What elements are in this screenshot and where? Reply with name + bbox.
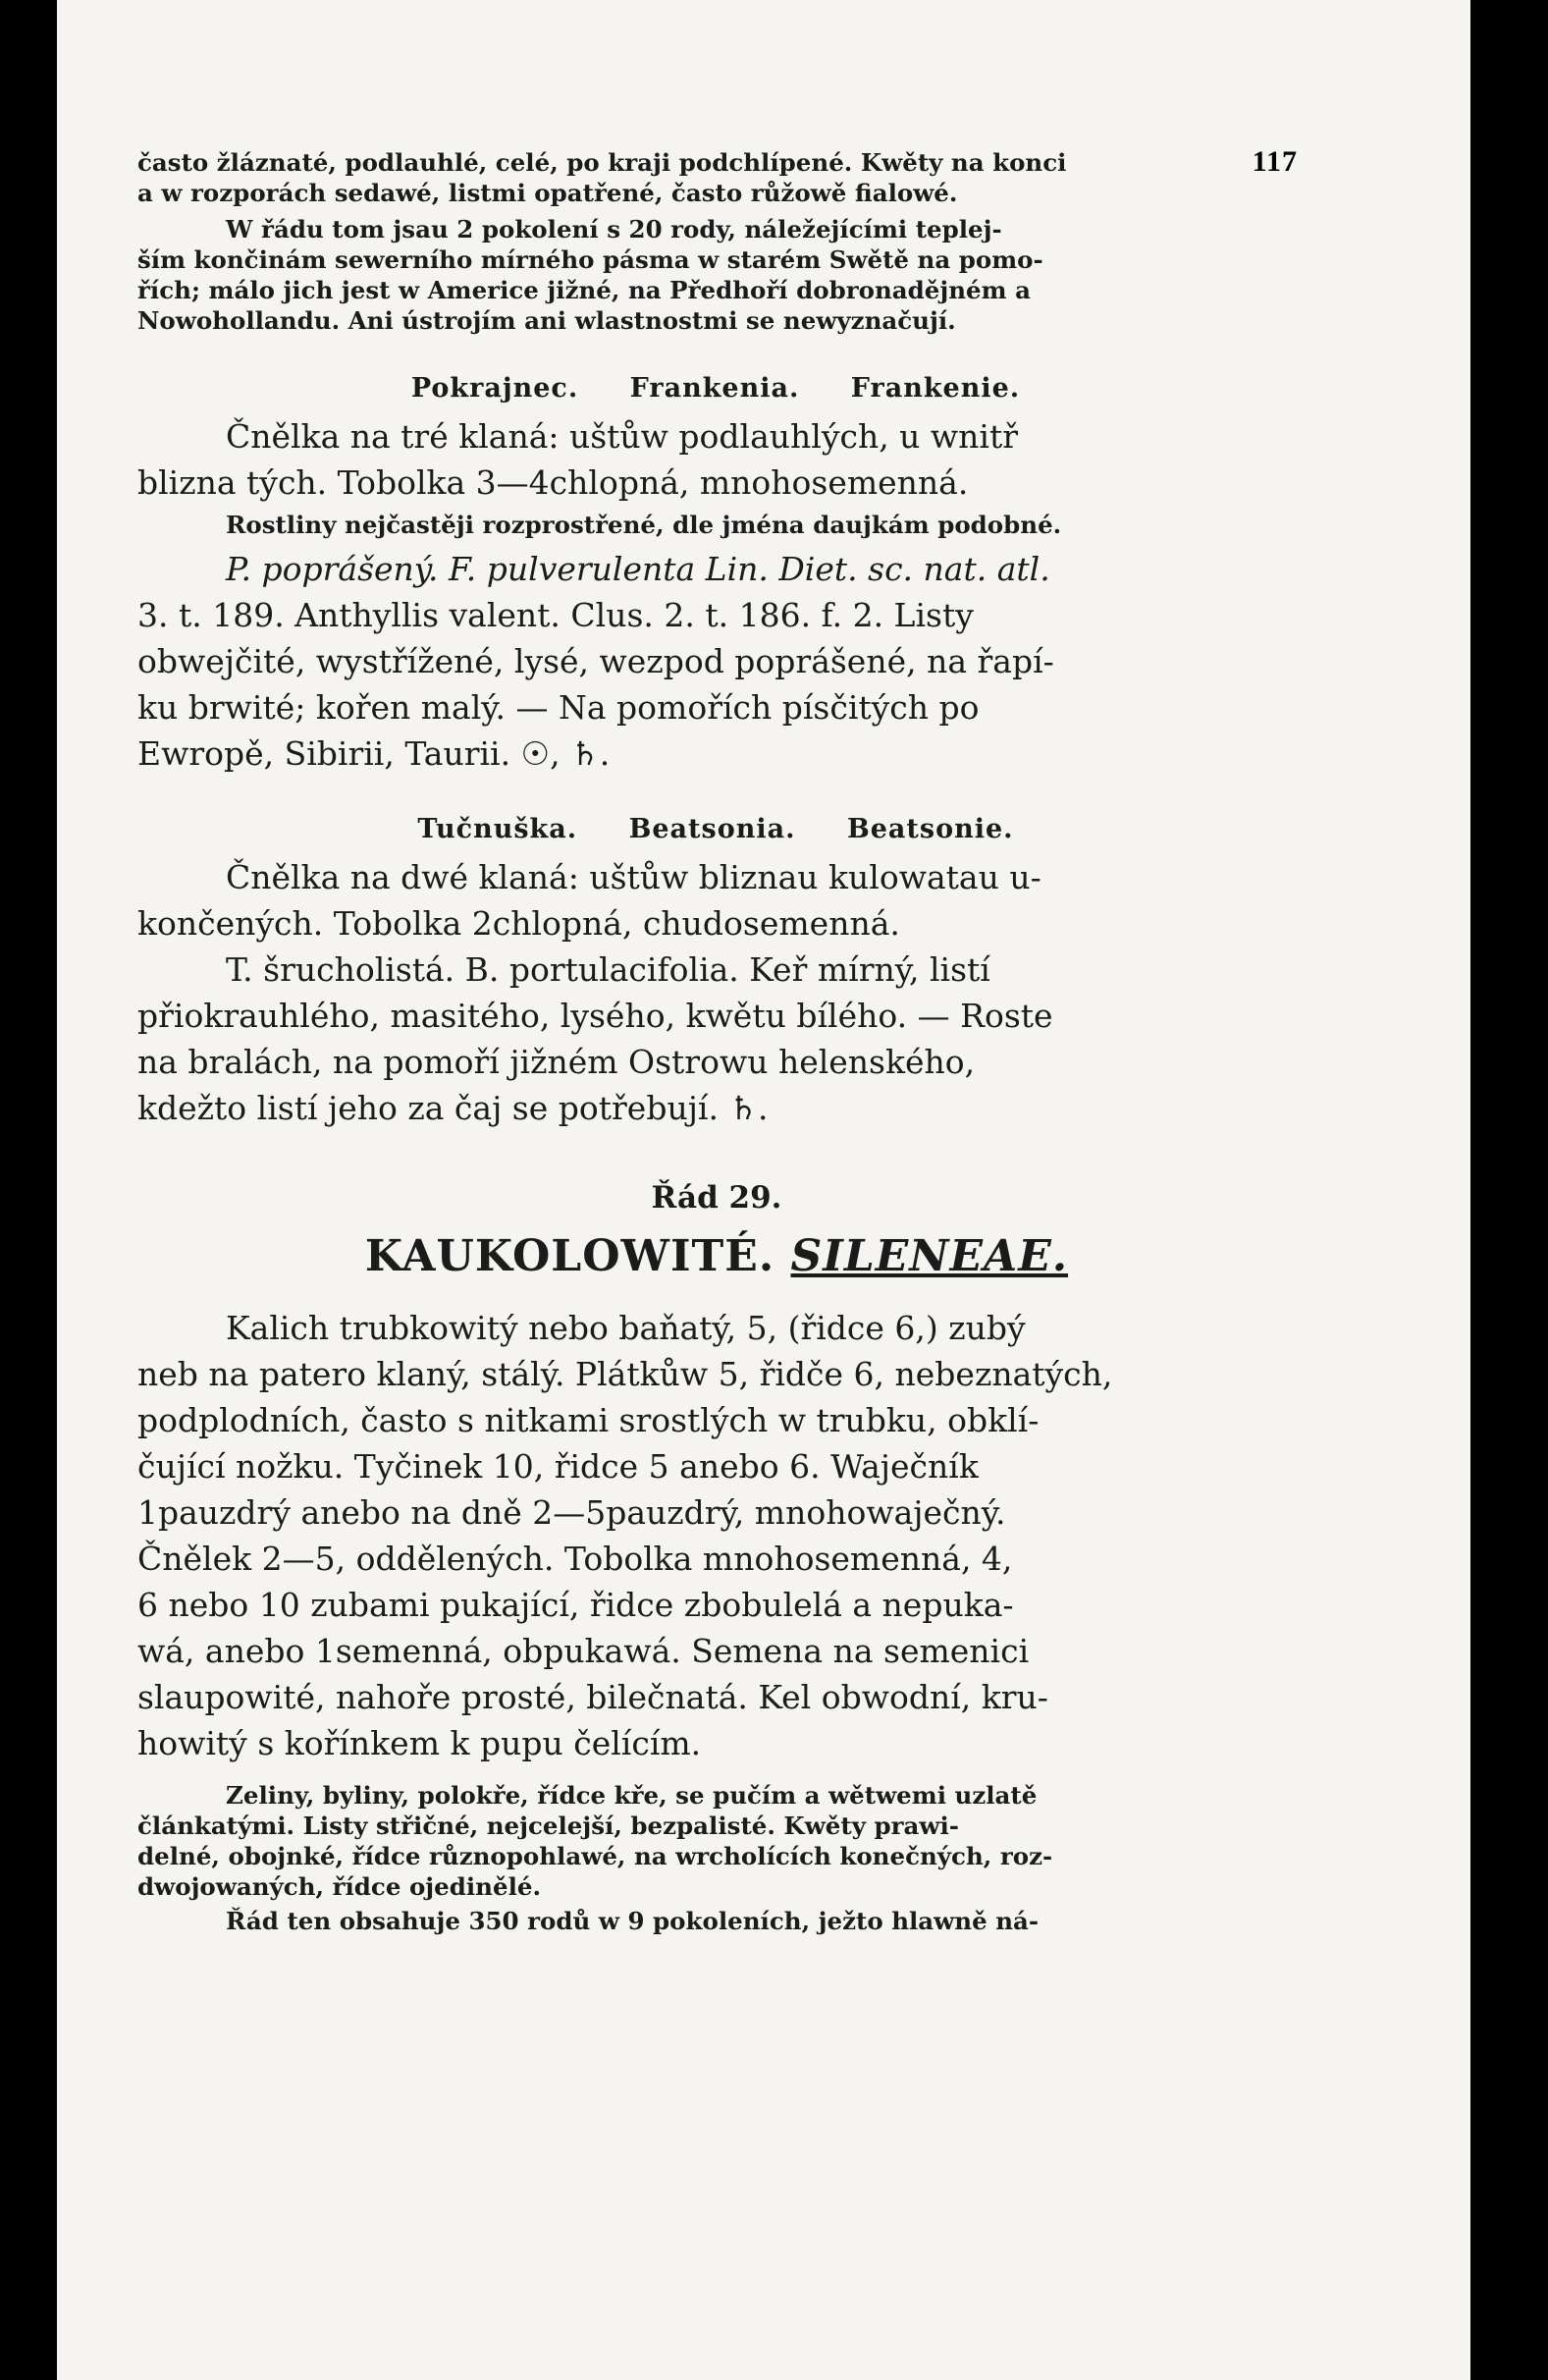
- text-line: slaupowité, nahoře prosté, bilečnatá. Kel obwodní, kru-: [137, 1678, 1048, 1716]
- text-line: a w rozporách sedawé, listmi opatřené, často růžowě fialowé.: [137, 179, 958, 207]
- genus-name-latin: Frankenia.: [629, 373, 800, 404]
- paragraph-continuation: [137, 147, 1296, 208]
- text-line: Kalich trubkowitý nebo baňatý, 5, (řidce 6,) zubý: [226, 1309, 1026, 1347]
- text-line: kdežto listí jeho za čaj se potřebují. ♄.: [137, 1089, 769, 1127]
- text-line: 3. t. 189. Anthyllis valent. Clus. 2. t. 186. f. 2. Listy: [137, 596, 974, 634]
- text-line: P. poprášený. F. pulverulenta Lin. Diet. sc. nat. atl.: [226, 550, 1050, 588]
- text-line: Ewropě, Sibirii, Taurii. ☉, ♄.: [137, 734, 611, 773]
- text-line: ším končinám sewerního mírného pásma w starém Swětě na pomo-: [137, 245, 1043, 274]
- genus-name-czech-alt: Beatsonie.: [846, 814, 1014, 844]
- text-line: 1pauzdrý anebo na dně 2—5pauzdrý, mnohowaječný.: [137, 1493, 1006, 1532]
- text-line: končených. Tobolka 2chlopná, chudosemenná.: [137, 904, 900, 943]
- species-entry-beatsonia: [137, 947, 1296, 1131]
- text-line: neb na patero klaný, stálý. Plátkůw 5, řidče 6, nebeznatých,: [137, 1355, 1113, 1393]
- text-line: 6 nebo 10 zubami pukající, řidce zbobulelá a nepuka-: [137, 1586, 1014, 1624]
- text-line: čující nožku. Tyčinek 10, řidce 5 anebo 6. Waječník: [137, 1447, 979, 1486]
- text-line: Čnělka na dwé klaná: uštůw bliznau kulowatau u-: [226, 858, 1041, 896]
- text-line: Čnělek 2—5, oddělených. Tobolka mnohosemenná, 4,: [137, 1540, 1013, 1578]
- genus-name-czech-alt: Frankenie.: [850, 373, 1021, 404]
- text-line: delné, obojnké, řídce různopohlawé, na wrcholících konečných, roz-: [137, 1842, 1053, 1870]
- text-line: článkatými. Listy střičné, nejcelejší, bezpalisté. Kwěty prawi-: [137, 1812, 959, 1840]
- text-line: podplodních, často s nitkami srostlých w trubku, obklí-: [137, 1401, 1040, 1439]
- text-line: často žláznaté, podlauhlé, celé, po kraji podchlípené. Kwěty na konci: [137, 148, 1067, 177]
- genus-heading-frankenia: [137, 373, 1296, 404]
- text-line: blizna tých. Tobolka 3—4chlopná, mnohosemenná.: [137, 463, 969, 502]
- text-line: howitý s kořínkem k pupu čelícím.: [137, 1724, 702, 1762]
- genus-description-beatsonia: [137, 854, 1296, 947]
- text-line: Čnělka na tré klaná: uštůw podlauhlých, u wnitř: [226, 417, 1019, 456]
- family-habit-note: [137, 1780, 1296, 1902]
- species-entry-frankenia: [137, 546, 1296, 777]
- genus-name-czech: Pokrajnec.: [410, 373, 579, 404]
- text-line: Nowohollandu. Ani ústrojím ani wlastnostmi se newyznačují.: [137, 306, 956, 335]
- family-genera-note: Řád ten obsahuje 350 rodů w 9 pokoleních, ježto hlawně ná-: [226, 1907, 1040, 1935]
- page-text: [137, 147, 1296, 1936]
- genus-name-latin: Beatsonia.: [628, 814, 796, 844]
- genus-name-czech: Tučnuška.: [417, 814, 578, 844]
- family-description: [137, 1305, 1296, 1766]
- family-name-latin: SILENEAE.: [790, 1231, 1069, 1281]
- text-line: Zeliny, byliny, polokře, řídce kře, se pučím a wětwemi uzlatě: [226, 1781, 1038, 1810]
- text-line: obwejčité, wystřížené, lysé, wezpod poprášené, na řapí-: [137, 642, 1054, 680]
- book-page: [57, 0, 1470, 2380]
- paragraph-order-summary: [137, 214, 1296, 336]
- order-number: Řád 29.: [651, 1180, 782, 1216]
- text-line: přiokrauhlého, masitého, lysého, kwětu bílého. — Roste: [137, 997, 1053, 1035]
- family-name-czech: KAUKOLOWITÉ.: [364, 1231, 775, 1281]
- text-line: dwojowaných, řídce ojedinělé.: [137, 1872, 542, 1901]
- page-number: 117: [1252, 145, 1298, 178]
- text-line: řích; málo jich jest w Americe jižné, na Předhoří dobronadějném a: [137, 276, 1031, 304]
- text-line: T. šrucholistá. B. portulacifolia. Keř mírný, listí: [226, 950, 990, 989]
- genus-heading-beatsonia: [137, 814, 1296, 844]
- text-line: na bralách, na pomoří jižném Ostrowu helenského,: [137, 1043, 976, 1081]
- text-line: wá, anebo 1semenná, obpukawá. Semena na semenici: [137, 1632, 1030, 1670]
- family-title: [137, 1231, 1296, 1281]
- genus-description-frankenia: [137, 413, 1296, 506]
- text-line: W řádu tom jsau 2 pokolení s 20 rody, náležejícími teplej-: [226, 215, 1002, 243]
- genus-note-frankenia: Rostliny nejčastěji rozprostřené, dle jména daujkám podobné.: [226, 511, 1062, 539]
- text-line: ku brwité; kořen malý. — Na pomořích písčitých po: [137, 688, 980, 727]
